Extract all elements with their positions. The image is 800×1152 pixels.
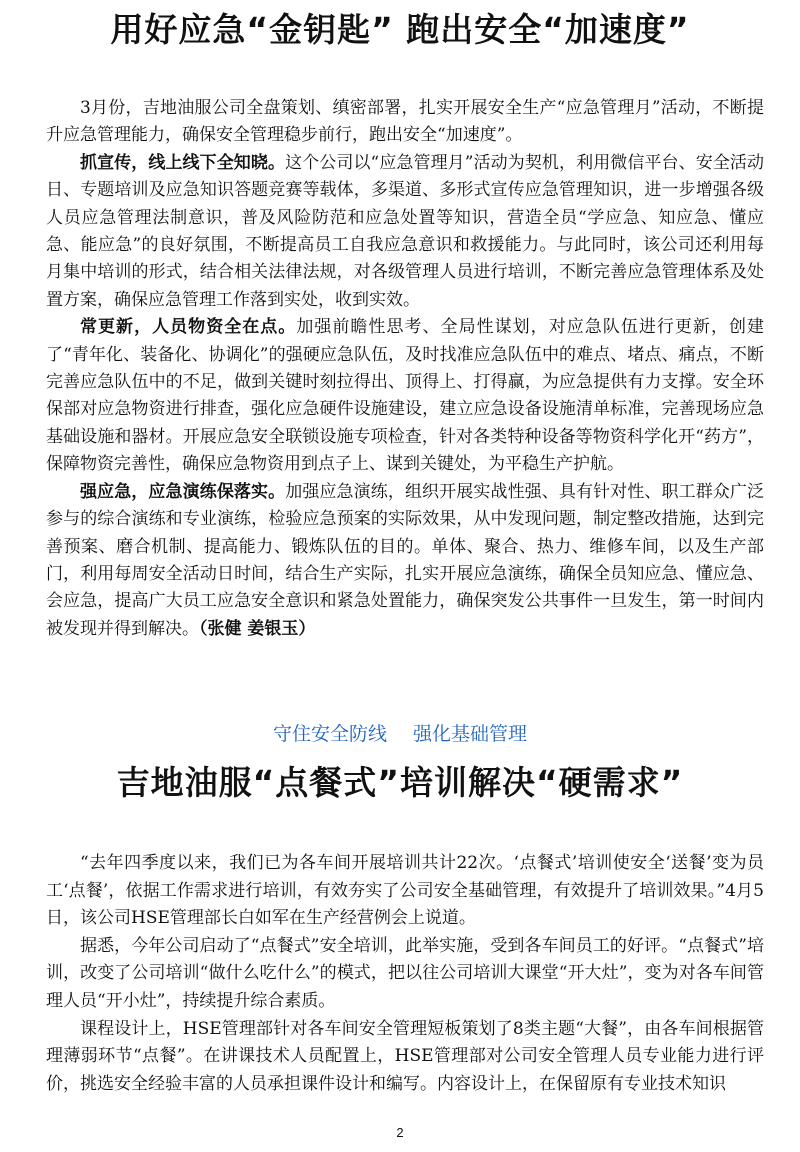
subtitle-right: 强化基础管理 xyxy=(413,723,528,745)
paragraph-text: 3月份，吉地油服公司全盘策划、缜密部署，扎实开展安全生产“应急管理月”活动，不断提升应急管理能力，确保安全管理稳步前行，跑出安全“加速度”。 xyxy=(46,98,764,146)
article2-title: 吉地油服“点餐式”培训解决“硬需求” xyxy=(116,763,684,802)
paragraph-lead: 强应急，应急演练保落实。 xyxy=(80,481,286,502)
article1-paragraph xyxy=(46,479,764,643)
paragraph-lead: 抓宣传，线上线下全知晓。 xyxy=(80,152,286,173)
article1-body xyxy=(46,95,764,643)
paragraph-lead: 常更新，人员物资全在点。 xyxy=(80,317,297,338)
article2-subtitle xyxy=(0,719,800,746)
paragraph-text: 加强前瞻性思考、全局性谋划，对应急队伍进行更新，创建了“青年化、装备化、协调化”的强硬应急队伍，及时找准应急队伍中的难点、堵点、痛点，不断完善应急队伍中的不足，做到关键时刻拉得出、顶得上、打得赢，为应急提供有力支撑。安全环保部对应急物资进行排查，强化应急硬件设施建设，建立应急设备设施清单标准，完善现场应急基础设施和器材。开展应急安全联锁设施专项检查，针对各类特种设备等物资科学化开“药方”，保障物资完善性，确保应急物资用到点子上、谋到关键处，为平稳生产护航。 xyxy=(46,317,765,475)
byline: （张健 姜银玉） xyxy=(199,618,316,639)
article1-paragraph xyxy=(46,150,764,314)
paragraph-text: 加强应急演练，组织开展实战性强、具有针对性、职工群众广泛参与的综合演练和专业演练，检验应急预案的实际效果，从中发现问题，制定整改措施，达到完善预案、磨合机制、提高能力、锻炼队伍的目的。单体、聚合、热力、维修车间，以及生产部门，利用每周安全活动日时间，结合生产实际，扎实开展应急演练，确保全员知应急、懂应急、会应急，提高广大员工应急安全意识和紧急处置能力，确保突发公共事件一旦发生，第一时间内被发现并得到解决。 xyxy=(46,481,765,639)
paragraph-text: 这个公司以“应急管理月”活动为契机，利用微信平台、安全活动日、专题培训及应急知识答题竞赛等载体，多渠道、多形式宣传应急管理知识，进一步增强各级人员应急管理法制意识，普及风险防范和应急处置等知识，营造全员“学应急、知应急、懂应急、能应急”的良好氛围，不断提高员工自我应急意识和救援能力。与此同时，该公司还利用每月集中培训的形式，结合相关法律法规，对各级管理人员进行培训，不断完善应急管理体系及处置方案，确保应急管理工作落到实处，收到实效。 xyxy=(46,152,765,310)
article2-paragraph: 课程设计上，HSE管理部针对各车间安全管理短板策划了8类主题“大餐”，由各车间根据管理薄弱环节“点餐”。在讲课技术人员配置上，HSE管理部对公司安全管理人员专业能力进行评价，挑选安全经验丰富的人员承担课件设计和编写。内容设计上，在保留原有专业技术知识 xyxy=(46,1018,764,1094)
article1-paragraph xyxy=(46,95,764,150)
subtitle-left: 守住安全防线 xyxy=(272,723,387,745)
article2-body xyxy=(46,850,764,1098)
article1-paragraph xyxy=(46,314,764,478)
article1-title: 用好应急“金钥匙” 跑出安全“加速度” xyxy=(110,10,690,49)
article2-paragraph: “去年四季度以来，我们已为各车间开展培训共计22次。‘点餐式’培训使安全‘送餐’变为员工‘点餐’，依据工作需求进行培训，有效夯实了公司安全基础管理，有效提升了培训效果。”4月5日，该公司HSE管理部长白如军在生产经营例会上说道。 xyxy=(46,853,764,929)
page-number: 2 xyxy=(396,1125,404,1140)
article2-paragraph: 据悉，今年公司启动了“点餐式”安全培训，此举实施，受到各车间员工的好评。“点餐式”培训，改变了公司培训“做什么吃什么”的模式，把以往公司培训大课堂“开大灶”，变为对各车间管理人员“开小灶”，持续提升综合素质。 xyxy=(46,935,764,1011)
